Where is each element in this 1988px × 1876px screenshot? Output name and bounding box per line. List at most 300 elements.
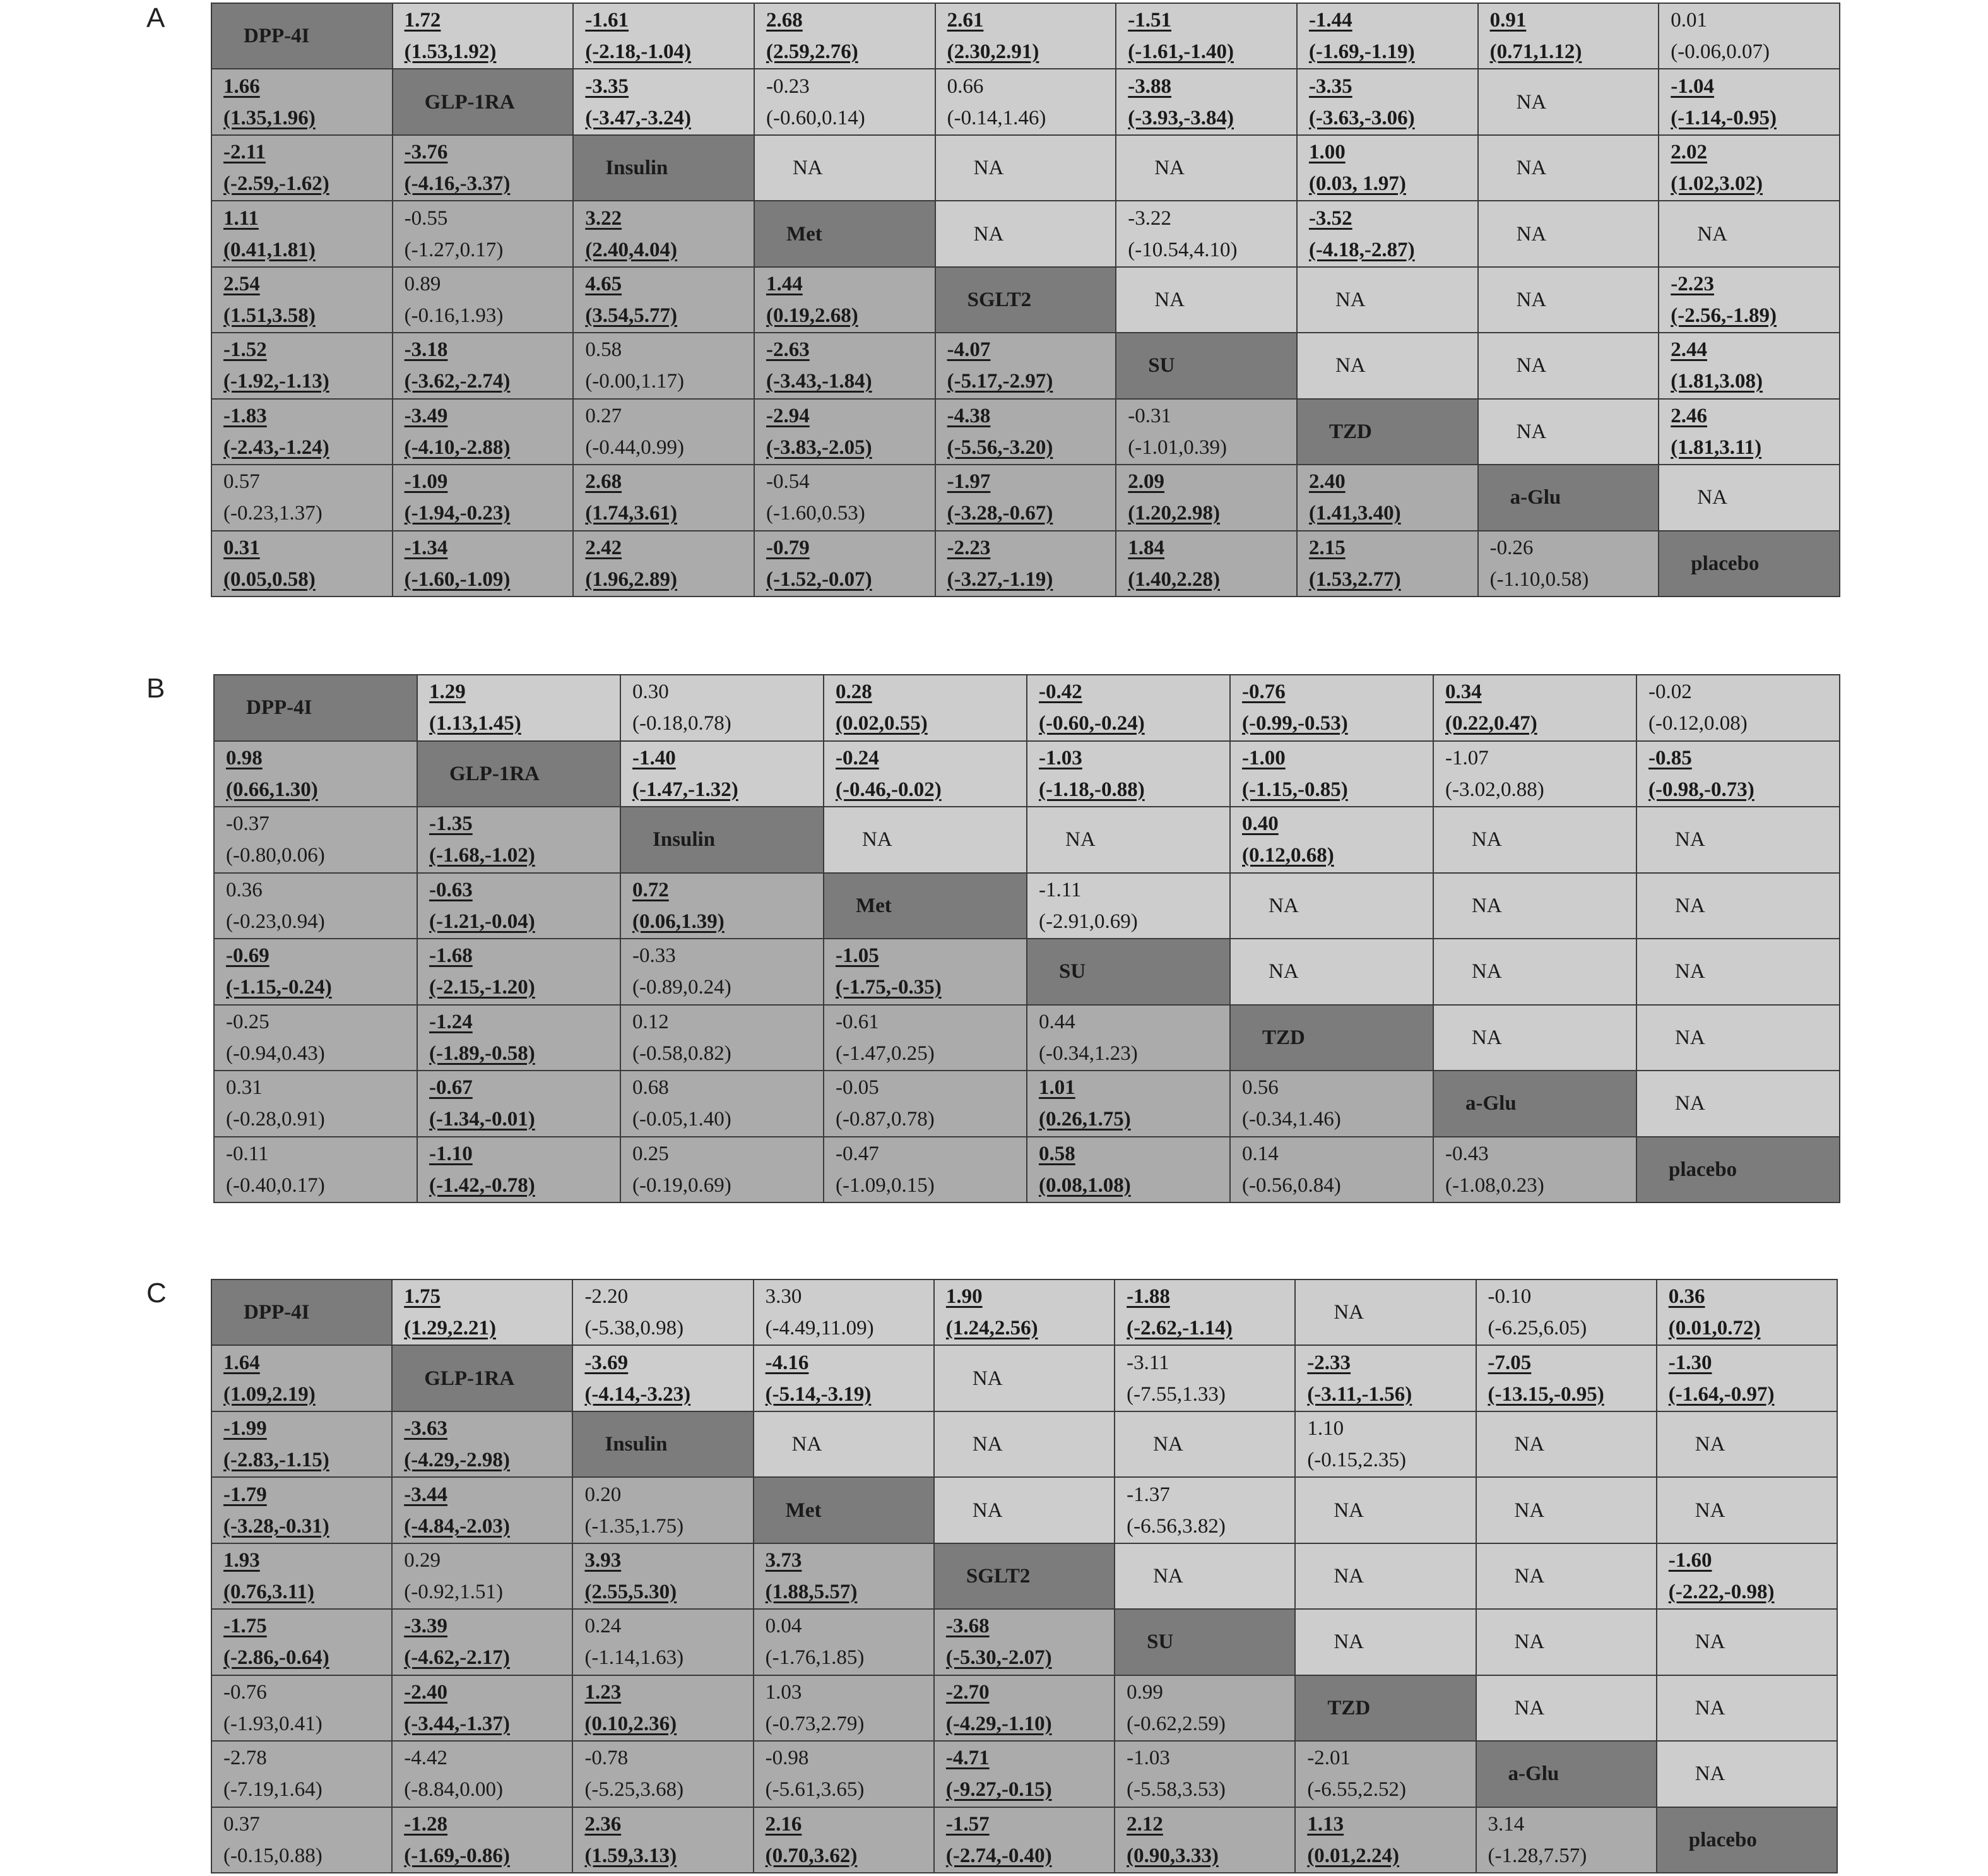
confidence-interval: (-4.49,11.09) xyxy=(765,1317,874,1340)
estimate-cell xyxy=(214,1071,417,1137)
effect-estimate: 1.13 xyxy=(1307,1812,1344,1836)
confidence-interval: (-1.75,-0.35) xyxy=(836,976,942,999)
effect-estimate: 1.72 xyxy=(404,9,441,32)
effect-estimate: -0.55 xyxy=(404,206,448,230)
significant-estimate-cell xyxy=(1659,135,1840,201)
confidence-interval: (-2.15,-1.20) xyxy=(429,976,535,999)
effect-estimate: -3.88 xyxy=(1128,74,1172,98)
effect-estimate: -1.40 xyxy=(632,746,676,769)
effect-estimate: 2.36 xyxy=(584,1812,622,1836)
significant-estimate-cell xyxy=(393,465,574,530)
estimate-cell xyxy=(1116,399,1297,465)
confidence-interval: (-8.84,0.00) xyxy=(404,1778,503,1802)
table-row xyxy=(211,1477,1837,1543)
confidence-interval: (1.53,2.77) xyxy=(1308,567,1401,591)
estimate-cell xyxy=(211,1741,392,1807)
effect-estimate: -2.70 xyxy=(945,1680,990,1704)
significant-estimate-cell xyxy=(393,399,574,465)
confidence-interval: (1.96,2.89) xyxy=(585,567,678,591)
panel-label-b: B xyxy=(146,673,165,704)
effect-estimate: 0.20 xyxy=(584,1483,622,1506)
not-available-cell: NA xyxy=(1295,1279,1476,1345)
estimate-cell xyxy=(1115,1741,1295,1807)
confidence-interval: (-5.38,0.98) xyxy=(584,1317,684,1340)
not-available-cell: NA xyxy=(1636,807,1840,873)
effect-estimate: 0.98 xyxy=(226,746,263,769)
not-available-cell: NA xyxy=(1657,1609,1837,1675)
significant-estimate-cell xyxy=(392,1477,572,1543)
significant-estimate-cell xyxy=(754,531,935,597)
significant-estimate-cell xyxy=(211,1609,392,1675)
table-row xyxy=(211,333,1840,398)
confidence-interval: (-1.10,0.58) xyxy=(1489,567,1589,591)
effect-estimate: -4.16 xyxy=(765,1351,809,1374)
significant-estimate-cell xyxy=(417,807,620,873)
not-available-cell: NA xyxy=(1476,1609,1657,1675)
not-available-cell: NA xyxy=(824,807,1027,873)
not-available-cell: NA xyxy=(1636,1005,1840,1071)
effect-estimate: 1.10 xyxy=(1307,1417,1344,1440)
effect-estimate: -2.63 xyxy=(766,338,810,362)
effect-estimate: 0.34 xyxy=(1445,680,1482,704)
effect-estimate: 2.16 xyxy=(765,1812,802,1836)
effect-estimate: 1.93 xyxy=(223,1548,260,1572)
confidence-interval: (-3.28,-0.31) xyxy=(223,1514,329,1538)
confidence-interval: (1.51,3.58) xyxy=(223,304,316,327)
confidence-interval: (-3.28,-0.67) xyxy=(947,502,1053,525)
significant-estimate-cell xyxy=(572,1345,753,1411)
confidence-interval: (0.22,0.47) xyxy=(1445,712,1537,735)
estimate-cell xyxy=(1295,1411,1476,1477)
effect-estimate: 1.84 xyxy=(1128,536,1165,559)
effect-estimate: 2.61 xyxy=(947,9,984,32)
confidence-interval: (-4.16,-3.37) xyxy=(404,172,511,196)
effect-estimate: -3.35 xyxy=(585,74,629,98)
significant-estimate-cell xyxy=(754,333,935,398)
not-available-cell: NA xyxy=(1116,267,1297,333)
treatment-label: DPP-4I xyxy=(211,3,393,69)
confidence-interval: (-0.58,0.82) xyxy=(632,1042,731,1065)
confidence-interval: (0.76,3.11) xyxy=(223,1580,314,1603)
confidence-interval: (-3.11,-1.56) xyxy=(1307,1382,1412,1406)
significant-estimate-cell xyxy=(393,531,574,597)
significant-estimate-cell xyxy=(392,1675,572,1741)
effect-estimate: -1.34 xyxy=(404,536,448,559)
confidence-interval: (-1.15,-0.24) xyxy=(226,976,332,999)
effect-estimate: -0.69 xyxy=(226,944,269,968)
effect-estimate: -0.85 xyxy=(1648,746,1692,769)
significant-estimate-cell xyxy=(1659,69,1840,134)
effect-estimate: -4.42 xyxy=(404,1747,447,1770)
significant-estimate-cell xyxy=(1636,741,1840,807)
not-available-cell: NA xyxy=(1230,873,1433,939)
not-available-cell: NA xyxy=(1657,1411,1837,1477)
estimate-cell xyxy=(1659,3,1840,69)
effect-estimate: -0.33 xyxy=(632,944,676,968)
confidence-interval: (1.35,1.96) xyxy=(223,106,316,129)
not-available-cell: NA xyxy=(1115,1411,1295,1477)
not-available-cell: NA xyxy=(1433,1005,1636,1071)
confidence-interval: (-3.02,0.88) xyxy=(1445,778,1544,801)
effect-estimate: -1.03 xyxy=(1039,746,1082,769)
effect-estimate: -0.31 xyxy=(1128,404,1172,427)
treatment-label: GLP-1RA xyxy=(393,69,574,134)
significant-estimate-cell xyxy=(572,1807,753,1873)
effect-estimate: 1.01 xyxy=(1039,1076,1075,1100)
confidence-interval: (-0.06,0.07) xyxy=(1671,40,1770,64)
estimate-cell xyxy=(754,1279,934,1345)
table-row xyxy=(214,741,1840,807)
confidence-interval: (-1.47,-1.32) xyxy=(632,778,738,801)
effect-estimate: 2.02 xyxy=(1671,141,1707,164)
not-available-cell: NA xyxy=(934,1477,1115,1543)
significant-estimate-cell xyxy=(1230,675,1433,741)
significant-estimate-cell xyxy=(754,399,935,465)
effect-estimate: -3.49 xyxy=(404,404,448,427)
confidence-interval: (-4.29,-2.98) xyxy=(404,1449,510,1472)
significant-estimate-cell xyxy=(754,3,935,69)
significant-estimate-cell xyxy=(620,741,824,807)
significant-estimate-cell xyxy=(393,333,574,398)
effect-estimate: 0.36 xyxy=(1668,1285,1705,1309)
effect-estimate: 0.66 xyxy=(947,74,984,98)
estimate-cell xyxy=(1478,531,1659,597)
effect-estimate: -1.79 xyxy=(223,1483,267,1506)
treatment-label: placebo xyxy=(1659,531,1840,597)
significant-estimate-cell xyxy=(211,267,393,333)
effect-estimate: -4.07 xyxy=(947,338,991,362)
estimate-cell xyxy=(620,1005,824,1071)
table-row xyxy=(211,3,1840,69)
effect-estimate: 1.03 xyxy=(765,1680,802,1704)
confidence-interval: (0.06,1.39) xyxy=(632,910,725,933)
significant-estimate-cell xyxy=(1297,3,1478,69)
estimate-cell xyxy=(214,873,417,939)
confidence-interval: (-1.14,1.63) xyxy=(584,1646,684,1670)
significant-estimate-cell xyxy=(573,465,754,530)
table-row xyxy=(211,267,1840,333)
significant-estimate-cell xyxy=(1230,741,1433,807)
confidence-interval: (-0.92,1.51) xyxy=(404,1580,503,1603)
confidence-interval: (0.26,1.75) xyxy=(1039,1108,1131,1131)
confidence-interval: (-0.05,1.40) xyxy=(632,1108,731,1131)
confidence-interval: (1.59,3.13) xyxy=(584,1844,677,1867)
effect-estimate: 1.66 xyxy=(223,74,260,98)
confidence-interval: (0.12,0.68) xyxy=(1242,844,1334,867)
effect-estimate: -3.35 xyxy=(1308,74,1352,98)
league-table-a xyxy=(211,3,1840,597)
confidence-interval: (-4.29,-1.10) xyxy=(945,1712,1052,1735)
significant-estimate-cell xyxy=(934,1807,1115,1873)
significant-estimate-cell xyxy=(1027,1137,1230,1203)
confidence-interval: (-3.44,-1.37) xyxy=(404,1712,510,1735)
significant-estimate-cell xyxy=(211,1543,392,1609)
table-row xyxy=(211,465,1840,530)
significant-estimate-cell xyxy=(214,741,417,807)
effect-estimate: -2.20 xyxy=(584,1285,629,1309)
not-available-cell: NA xyxy=(1657,1675,1837,1741)
confidence-interval: (0.08,1.08) xyxy=(1039,1173,1131,1197)
significant-estimate-cell xyxy=(393,135,574,201)
confidence-interval: (1.81,3.08) xyxy=(1671,370,1763,393)
effect-estimate: 0.57 xyxy=(223,470,260,494)
effect-estimate: -1.57 xyxy=(945,1812,990,1836)
effect-estimate: -2.11 xyxy=(223,141,266,164)
effect-estimate: -0.43 xyxy=(1445,1142,1489,1165)
confidence-interval: (-2.59,-1.62) xyxy=(223,172,329,196)
not-available-cell: NA xyxy=(1478,267,1659,333)
confidence-interval: (-0.87,0.78) xyxy=(836,1108,935,1131)
confidence-interval: (-2.18,-1.04) xyxy=(585,40,692,64)
effect-estimate: 2.42 xyxy=(585,536,622,559)
confidence-interval: (0.70,3.62) xyxy=(765,1844,858,1867)
not-available-cell: NA xyxy=(754,135,935,201)
not-available-cell: NA xyxy=(1476,1411,1657,1477)
treatment-label: DPP-4I xyxy=(214,675,417,741)
effect-estimate: -0.76 xyxy=(223,1680,267,1704)
confidence-interval: (-1.21,-0.04) xyxy=(429,910,535,933)
confidence-interval: (-0.89,0.24) xyxy=(632,976,731,999)
significant-estimate-cell xyxy=(393,3,574,69)
not-available-cell: NA xyxy=(1476,1543,1657,1609)
treatment-label: Met xyxy=(754,201,935,266)
confidence-interval: (-1.28,7.57) xyxy=(1488,1844,1587,1867)
estimate-cell xyxy=(935,69,1116,134)
significant-estimate-cell xyxy=(1657,1345,1837,1411)
significant-estimate-cell xyxy=(934,1675,1115,1741)
treatment-label: SGLT2 xyxy=(934,1543,1115,1609)
treatment-label: TZD xyxy=(1295,1675,1476,1741)
significant-estimate-cell xyxy=(754,1345,934,1411)
confidence-interval: (-1.47,0.25) xyxy=(836,1042,935,1065)
effect-estimate: 3.14 xyxy=(1488,1812,1525,1836)
significant-estimate-cell xyxy=(214,939,417,1005)
confidence-interval: (-0.60,-0.24) xyxy=(1039,712,1145,735)
confidence-interval: (0.05,0.58) xyxy=(223,567,316,591)
table-row xyxy=(211,399,1840,465)
effect-estimate: -1.68 xyxy=(429,944,473,968)
estimate-cell xyxy=(1636,675,1840,741)
table-row xyxy=(214,1005,1840,1071)
confidence-interval: (-0.98,-0.73) xyxy=(1648,778,1754,801)
not-available-cell: NA xyxy=(1297,333,1478,398)
confidence-interval: (-1.52,-0.07) xyxy=(766,567,872,591)
table-row xyxy=(211,1345,1837,1411)
effect-estimate: -7.05 xyxy=(1488,1351,1532,1374)
confidence-interval: (-5.14,-3.19) xyxy=(765,1382,872,1406)
table-row xyxy=(214,675,1840,741)
estimate-cell xyxy=(1433,741,1636,807)
significant-estimate-cell xyxy=(935,333,1116,398)
confidence-interval: (-0.56,0.84) xyxy=(1242,1173,1341,1197)
significant-estimate-cell xyxy=(935,399,1116,465)
confidence-interval: (-0.19,0.69) xyxy=(632,1173,731,1197)
significant-estimate-cell xyxy=(1659,333,1840,398)
significant-estimate-cell xyxy=(417,939,620,1005)
effect-estimate: -1.09 xyxy=(404,470,448,494)
confidence-interval: (-1.69,-0.86) xyxy=(404,1844,510,1867)
league-table-b xyxy=(213,674,1840,1203)
confidence-interval: (-2.56,-1.89) xyxy=(1671,304,1777,327)
effect-estimate: 1.75 xyxy=(404,1285,441,1309)
effect-estimate: -1.11 xyxy=(1039,878,1082,901)
estimate-cell xyxy=(392,1543,572,1609)
confidence-interval: (2.40,4.04) xyxy=(585,238,678,261)
effect-estimate: -1.99 xyxy=(223,1417,267,1440)
significant-estimate-cell xyxy=(211,1411,392,1477)
estimate-cell xyxy=(824,1005,1027,1071)
confidence-interval: (-0.46,-0.02) xyxy=(836,778,942,801)
table-row xyxy=(211,1675,1837,1741)
effect-estimate: -3.69 xyxy=(584,1351,629,1374)
not-available-cell: NA xyxy=(1027,807,1230,873)
confidence-interval: (0.01,0.72) xyxy=(1668,1317,1761,1340)
effect-estimate: 0.24 xyxy=(584,1615,622,1638)
effect-estimate: 0.14 xyxy=(1242,1142,1279,1165)
effect-estimate: -2.94 xyxy=(766,404,810,427)
significant-estimate-cell xyxy=(754,267,935,333)
confidence-interval: (-3.27,-1.19) xyxy=(947,567,1053,591)
estimate-cell xyxy=(214,807,417,873)
effect-estimate: 0.25 xyxy=(632,1142,669,1165)
not-available-cell: NA xyxy=(1659,201,1840,266)
not-available-cell: NA xyxy=(1636,939,1840,1005)
significant-estimate-cell xyxy=(1116,465,1297,530)
confidence-interval: (-2.43,-1.24) xyxy=(223,436,329,459)
confidence-interval: (-1.27,0.17) xyxy=(404,238,504,261)
estimate-cell xyxy=(754,1675,934,1741)
treatment-label: TZD xyxy=(1230,1005,1433,1071)
effect-estimate: -3.44 xyxy=(404,1483,447,1506)
confidence-interval: (-1.61,-1.40) xyxy=(1128,40,1234,64)
confidence-interval: (1.81,3.11) xyxy=(1671,436,1762,459)
confidence-interval: (-1.35,1.75) xyxy=(584,1514,684,1538)
significant-estimate-cell xyxy=(1115,1279,1295,1345)
significant-estimate-cell xyxy=(572,1675,753,1741)
estimate-cell xyxy=(573,399,754,465)
not-available-cell: NA xyxy=(1115,1543,1295,1609)
significant-estimate-cell xyxy=(1116,531,1297,597)
significant-estimate-cell xyxy=(392,1279,572,1345)
effect-estimate: -0.67 xyxy=(429,1076,473,1100)
significant-estimate-cell xyxy=(573,201,754,266)
confidence-interval: (-3.83,-2.05) xyxy=(766,436,872,459)
estimate-cell xyxy=(1476,1279,1657,1345)
effect-estimate: 2.12 xyxy=(1127,1812,1163,1836)
effect-estimate: -1.28 xyxy=(404,1812,447,1836)
confidence-interval: (-2.86,-0.64) xyxy=(223,1646,329,1670)
confidence-interval: (2.59,2.76) xyxy=(766,40,858,64)
confidence-interval: (-3.43,-1.84) xyxy=(766,370,872,393)
effect-estimate: -0.10 xyxy=(1488,1285,1532,1309)
effect-estimate: 2.68 xyxy=(585,470,622,494)
effect-estimate: 1.00 xyxy=(1308,141,1346,164)
table-row xyxy=(211,69,1840,134)
significant-estimate-cell xyxy=(824,939,1027,1005)
confidence-interval: (-5.25,3.68) xyxy=(584,1778,684,1802)
effect-estimate: -0.63 xyxy=(429,878,473,901)
confidence-interval: (-3.62,-2.74) xyxy=(404,370,511,393)
significant-estimate-cell xyxy=(1297,69,1478,134)
effect-estimate: 0.28 xyxy=(836,680,872,704)
effect-estimate: -1.44 xyxy=(1308,9,1352,32)
significant-estimate-cell xyxy=(1657,1279,1837,1345)
significant-estimate-cell xyxy=(934,1609,1115,1675)
effect-estimate: -0.37 xyxy=(226,812,269,836)
significant-estimate-cell xyxy=(211,201,393,266)
significant-estimate-cell xyxy=(573,531,754,597)
estimate-cell xyxy=(1476,1807,1657,1873)
effect-estimate: 3.22 xyxy=(585,206,622,230)
confidence-interval: (-1.60,0.53) xyxy=(766,502,865,525)
estimate-cell xyxy=(1115,1477,1295,1543)
significant-estimate-cell xyxy=(417,1071,620,1137)
significant-estimate-cell xyxy=(572,1543,753,1609)
confidence-interval: (-4.14,-3.23) xyxy=(584,1382,691,1406)
not-available-cell: NA xyxy=(1476,1477,1657,1543)
confidence-interval: (0.01,2.24) xyxy=(1307,1844,1400,1867)
significant-estimate-cell xyxy=(392,1609,572,1675)
effect-estimate: 0.27 xyxy=(585,404,622,427)
estimate-cell xyxy=(620,939,824,1005)
confidence-interval: (1.20,2.98) xyxy=(1128,502,1221,525)
effect-estimate: -0.98 xyxy=(765,1747,809,1770)
significant-estimate-cell xyxy=(392,1411,572,1477)
effect-estimate: -3.18 xyxy=(404,338,448,362)
not-available-cell: NA xyxy=(1297,267,1478,333)
not-available-cell: NA xyxy=(1476,1675,1657,1741)
effect-estimate: 0.58 xyxy=(1039,1142,1075,1165)
estimate-cell xyxy=(754,1741,934,1807)
treatment-label: placebo xyxy=(1636,1137,1840,1203)
effect-estimate: 2.46 xyxy=(1671,404,1707,427)
estimate-cell xyxy=(1295,1741,1476,1807)
effect-estimate: -0.47 xyxy=(836,1142,879,1165)
treatment-label: a-Glu xyxy=(1478,465,1659,530)
confidence-interval: (1.74,3.61) xyxy=(585,502,678,525)
treatment-label: Insulin xyxy=(572,1411,753,1477)
effect-estimate: 0.99 xyxy=(1127,1680,1163,1704)
confidence-interval: (1.88,5.57) xyxy=(765,1580,858,1603)
effect-estimate: 3.30 xyxy=(765,1285,802,1309)
effect-estimate: 2.09 xyxy=(1128,470,1165,494)
effect-estimate: -4.71 xyxy=(945,1747,990,1770)
estimate-cell xyxy=(1027,1005,1230,1071)
effect-estimate: -1.51 xyxy=(1128,9,1172,32)
effect-estimate: -0.05 xyxy=(836,1076,879,1100)
effect-estimate: 1.44 xyxy=(766,272,803,295)
table-row xyxy=(211,201,1840,266)
confidence-interval: (-1.08,0.23) xyxy=(1445,1173,1544,1197)
significant-estimate-cell xyxy=(1116,3,1297,69)
effect-estimate: -1.97 xyxy=(947,470,991,494)
significant-estimate-cell xyxy=(824,741,1027,807)
estimate-cell xyxy=(393,201,574,266)
estimate-cell xyxy=(392,1741,572,1807)
confidence-interval: (-1.34,-0.01) xyxy=(429,1108,535,1131)
confidence-interval: (-3.47,-3.24) xyxy=(585,106,692,129)
table-row xyxy=(211,531,1840,597)
significant-estimate-cell xyxy=(1027,1071,1230,1137)
effect-estimate: -3.76 xyxy=(404,141,448,164)
effect-estimate: -1.52 xyxy=(223,338,267,362)
effect-estimate: -1.04 xyxy=(1671,74,1714,98)
estimate-cell xyxy=(393,267,574,333)
effect-estimate: -0.24 xyxy=(836,746,879,769)
confidence-interval: (-0.34,1.46) xyxy=(1242,1108,1341,1131)
effect-estimate: 0.44 xyxy=(1039,1010,1075,1033)
confidence-interval: (0.90,3.33) xyxy=(1127,1844,1219,1867)
